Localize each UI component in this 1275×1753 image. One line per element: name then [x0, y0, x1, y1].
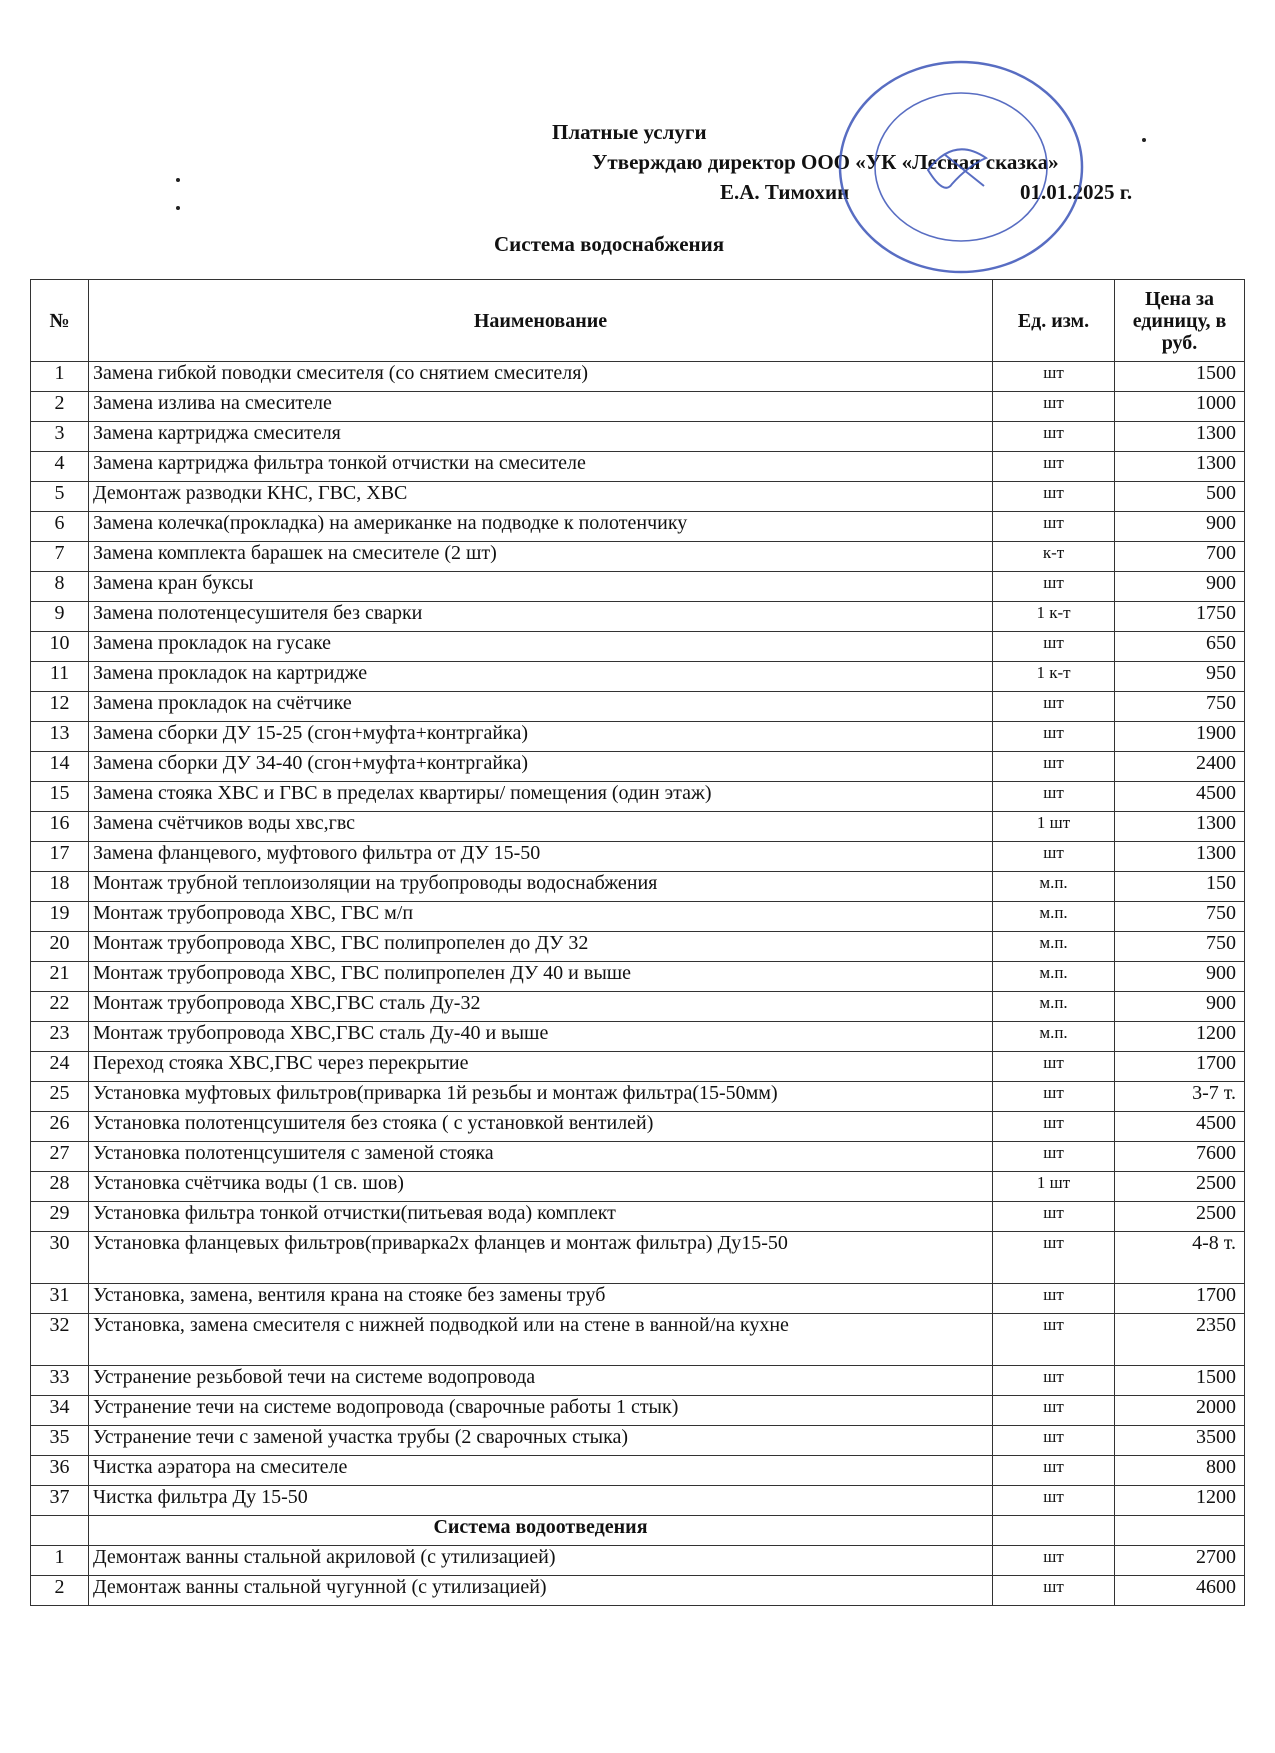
- row-number: 13: [31, 722, 89, 752]
- price: 150: [1115, 872, 1245, 902]
- row-number: 34: [31, 1396, 89, 1426]
- price: 4500: [1115, 1112, 1245, 1142]
- service-name: Устранение течи на системе водопровода (сварочные работы 1 стык): [89, 1396, 993, 1426]
- price: 650: [1115, 632, 1245, 662]
- table-row: [31, 1366, 1245, 1396]
- row-number: 7: [31, 542, 89, 572]
- table-row: [31, 362, 1245, 392]
- price: 500: [1115, 482, 1245, 512]
- price: 750: [1115, 932, 1245, 962]
- table-row: [31, 1232, 1245, 1284]
- price: 2350: [1115, 1314, 1245, 1366]
- unit: шт: [993, 1112, 1115, 1142]
- price: 2000: [1115, 1396, 1245, 1426]
- row-number: 14: [31, 752, 89, 782]
- row-number: 29: [31, 1202, 89, 1232]
- row-number: 35: [31, 1426, 89, 1456]
- row-number: 36: [31, 1456, 89, 1486]
- service-name: Замена гибкой поводки смесителя (со снятием смесителя): [89, 362, 993, 392]
- unit: шт: [993, 1232, 1115, 1284]
- service-name: Монтаж трубопровода ХВС,ГВС сталь Ду-32: [89, 992, 993, 1022]
- row-number: 2: [31, 1576, 89, 1606]
- row-number: 17: [31, 842, 89, 872]
- margin-dot: [176, 206, 180, 210]
- unit: 1 к-т: [993, 602, 1115, 632]
- service-name: Монтаж трубопровода ХВС, ГВС м/п: [89, 902, 993, 932]
- price: 950: [1115, 662, 1245, 692]
- unit: шт: [993, 752, 1115, 782]
- table-row: [31, 992, 1245, 1022]
- price: 1700: [1115, 1284, 1245, 1314]
- price: 1200: [1115, 1022, 1245, 1052]
- margin-dot: [1142, 138, 1146, 142]
- table-row: [31, 1546, 1245, 1576]
- price-table: [30, 279, 1245, 1606]
- price: 7600: [1115, 1142, 1245, 1172]
- row-number: 1: [31, 1546, 89, 1576]
- table-row: [31, 962, 1245, 992]
- table-row: [31, 1456, 1245, 1486]
- margin-dot: [176, 178, 180, 182]
- row-number: 32: [31, 1314, 89, 1366]
- price: 1900: [1115, 722, 1245, 752]
- table-header-row: [31, 280, 1245, 362]
- unit: шт: [993, 1082, 1115, 1112]
- table-row: [31, 872, 1245, 902]
- price: 2700: [1115, 1546, 1245, 1576]
- table-row: [31, 782, 1245, 812]
- section-title-cell: Система водоотведения: [89, 1516, 993, 1546]
- price: 2500: [1115, 1172, 1245, 1202]
- service-name: Чистка аэратора на смесителе: [89, 1456, 993, 1486]
- row-number: 24: [31, 1052, 89, 1082]
- price: 2400: [1115, 752, 1245, 782]
- service-name: Установка, замена, вентиля крана на стояке без замены труб: [89, 1284, 993, 1314]
- document-title: Платные услуги: [552, 120, 707, 144]
- table-row: [31, 632, 1245, 662]
- service-name: Монтаж трубной теплоизоляции на трубопроводы водоснабжения: [89, 872, 993, 902]
- unit: шт: [993, 1456, 1115, 1486]
- unit: 1 шт: [993, 812, 1115, 842]
- row-number: 22: [31, 992, 89, 1022]
- row-number: 19: [31, 902, 89, 932]
- unit: шт: [993, 1142, 1115, 1172]
- table-row: [31, 1576, 1245, 1606]
- row-number: 8: [31, 572, 89, 602]
- service-name: Замена прокладок на картридже: [89, 662, 993, 692]
- row-number: 15: [31, 782, 89, 812]
- service-name: Замена кран буксы: [89, 572, 993, 602]
- service-name: Установка фланцевых фильтров(приварка2х фланцев и монтаж фильтра) Ду15-50: [89, 1232, 993, 1284]
- row-number: 9: [31, 602, 89, 632]
- unit: м.п.: [993, 1022, 1115, 1052]
- row-number: 11: [31, 662, 89, 692]
- table-row: [31, 752, 1245, 782]
- row-number: 2: [31, 392, 89, 422]
- table-row: [31, 812, 1245, 842]
- unit: шт: [993, 1314, 1115, 1366]
- unit: шт: [993, 1366, 1115, 1396]
- row-number: 27: [31, 1142, 89, 1172]
- table-row: [31, 1052, 1245, 1082]
- service-name: Замена прокладок на гусаке: [89, 632, 993, 662]
- table-row: [31, 1396, 1245, 1426]
- table-row: [31, 1314, 1245, 1366]
- price: 1000: [1115, 392, 1245, 422]
- row-number: 26: [31, 1112, 89, 1142]
- unit: шт: [993, 1426, 1115, 1456]
- service-name: Установка, замена смесителя с нижней подводкой или на стене в ванной/на кухне: [89, 1314, 993, 1366]
- unit: шт: [993, 632, 1115, 662]
- table-row: [31, 452, 1245, 482]
- service-name: Замена картриджа смесителя: [89, 422, 993, 452]
- service-name: Установка счётчика воды (1 св. шов): [89, 1172, 993, 1202]
- service-name: Установка полотенцсушителя без стояка ( с установкой вентилей): [89, 1112, 993, 1142]
- unit: шт: [993, 512, 1115, 542]
- row-number: 5: [31, 482, 89, 512]
- unit: шт: [993, 1284, 1115, 1314]
- unit: шт: [993, 782, 1115, 812]
- unit: шт: [993, 422, 1115, 452]
- service-name: Установка муфтовых фильтров(приварка 1й резьбы и монтаж фильтра(15-50мм): [89, 1082, 993, 1112]
- table-row: [31, 1022, 1245, 1052]
- unit: м.п.: [993, 872, 1115, 902]
- unit: м.п.: [993, 902, 1115, 932]
- price: 900: [1115, 962, 1245, 992]
- table-row: [31, 422, 1245, 452]
- table-row: [31, 512, 1245, 542]
- section-num-cell: [31, 1516, 89, 1546]
- section-header-row: [31, 1516, 1245, 1546]
- table-row: [31, 1426, 1245, 1456]
- unit: шт: [993, 692, 1115, 722]
- service-name: Переход стояка ХВС,ГВС через перекрытие: [89, 1052, 993, 1082]
- price: 4500: [1115, 782, 1245, 812]
- approval-date: 01.01.2025 г.: [1020, 180, 1133, 204]
- table-row: [31, 602, 1245, 632]
- section-unit-cell: [993, 1516, 1115, 1546]
- unit: шт: [993, 1202, 1115, 1232]
- row-number: 16: [31, 812, 89, 842]
- price: 900: [1115, 512, 1245, 542]
- service-name: Замена полотенцесушителя без сварки: [89, 602, 993, 632]
- unit: шт: [993, 842, 1115, 872]
- row-number: 25: [31, 1082, 89, 1112]
- row-number: 1: [31, 362, 89, 392]
- unit: шт: [993, 452, 1115, 482]
- unit: м.п.: [993, 932, 1115, 962]
- unit: 1 к-т: [993, 662, 1115, 692]
- service-name: Установка фильтра тонкой отчистки(питьевая вода) комплект: [89, 1202, 993, 1232]
- row-number: 4: [31, 452, 89, 482]
- unit: м.п.: [993, 992, 1115, 1022]
- unit: шт: [993, 362, 1115, 392]
- section-price-cell: [1115, 1516, 1245, 1546]
- unit: к-т: [993, 542, 1115, 572]
- row-number: 23: [31, 1022, 89, 1052]
- table-row: [31, 1142, 1245, 1172]
- service-name: Демонтаж ванны стальной чугунной (с утилизацией): [89, 1576, 993, 1606]
- price: 1500: [1115, 362, 1245, 392]
- row-number: 20: [31, 932, 89, 962]
- service-name: Замена прокладок на счётчике: [89, 692, 993, 722]
- row-number: 6: [31, 512, 89, 542]
- signer-name: Е.А. Тимохин: [720, 180, 850, 204]
- table-row: [31, 842, 1245, 872]
- header-name: Наименование: [89, 280, 993, 362]
- unit: 1 шт: [993, 1172, 1115, 1202]
- row-number: 33: [31, 1366, 89, 1396]
- table-body: [31, 362, 1245, 1606]
- table-row: [31, 392, 1245, 422]
- service-name: Демонтаж разводки КНС, ГВС, ХВС: [89, 482, 993, 512]
- row-number: 31: [31, 1284, 89, 1314]
- price: 1700: [1115, 1052, 1245, 1082]
- table-row: [31, 572, 1245, 602]
- service-name: Замена сборки ДУ 34-40 (сгон+муфта+контргайка): [89, 752, 993, 782]
- service-name: Чистка фильтра Ду 15-50: [89, 1486, 993, 1516]
- row-number: 12: [31, 692, 89, 722]
- section-title: Система водоснабжения: [494, 232, 725, 256]
- header-price: Цена за единицу, в руб.: [1115, 280, 1245, 362]
- price: 4600: [1115, 1576, 1245, 1606]
- service-name: Замена излива на смесителе: [89, 392, 993, 422]
- row-number: 30: [31, 1232, 89, 1284]
- price: 1300: [1115, 452, 1245, 482]
- service-name: Замена стояка ХВС и ГВС в пределах квартиры/ помещения (один этаж): [89, 782, 993, 812]
- row-number: 3: [31, 422, 89, 452]
- price: 2500: [1115, 1202, 1245, 1232]
- unit: шт: [993, 392, 1115, 422]
- service-name: Замена картриджа фильтра тонкой отчистки на смесителе: [89, 452, 993, 482]
- price: 800: [1115, 1456, 1245, 1486]
- company-seal-stamp: [836, 58, 1086, 276]
- table-row: [31, 542, 1245, 572]
- table-row: [31, 482, 1245, 512]
- table-row: [31, 932, 1245, 962]
- service-name: Монтаж трубопровода ХВС,ГВС сталь Ду-40 и выше: [89, 1022, 993, 1052]
- header-unit: Ед. изм.: [993, 280, 1115, 362]
- price: 3-7 т.: [1115, 1082, 1245, 1112]
- price: 1500: [1115, 1366, 1245, 1396]
- price: 700: [1115, 542, 1245, 572]
- service-name: Монтаж трубопровода ХВС, ГВС полипропелен до ДУ 32: [89, 932, 993, 962]
- table-row: [31, 722, 1245, 752]
- price: 900: [1115, 572, 1245, 602]
- unit: шт: [993, 572, 1115, 602]
- service-name: Установка полотенцсушителя с заменой стояка: [89, 1142, 993, 1172]
- row-number: 21: [31, 962, 89, 992]
- table-row: [31, 692, 1245, 722]
- price: 1750: [1115, 602, 1245, 632]
- unit: шт: [993, 722, 1115, 752]
- unit: шт: [993, 482, 1115, 512]
- service-name: Устранение течи с заменой участка трубы (2 сварочных стыка): [89, 1426, 993, 1456]
- unit: шт: [993, 1546, 1115, 1576]
- price: 3500: [1115, 1426, 1245, 1456]
- service-name: Монтаж трубопровода ХВС, ГВС полипропелен ДУ 40 и выше: [89, 962, 993, 992]
- table-row: [31, 662, 1245, 692]
- unit: шт: [993, 1576, 1115, 1606]
- price: 1300: [1115, 812, 1245, 842]
- table-row: [31, 1112, 1245, 1142]
- table-row: [31, 1486, 1245, 1516]
- service-name: Замена сборки ДУ 15-25 (сгон+муфта+контргайка): [89, 722, 993, 752]
- row-number: 18: [31, 872, 89, 902]
- price: 1200: [1115, 1486, 1245, 1516]
- price: 900: [1115, 992, 1245, 1022]
- service-name: Замена счётчиков воды хвс,гвс: [89, 812, 993, 842]
- service-name: Демонтаж ванны стальной акриловой (с утилизацией): [89, 1546, 993, 1576]
- table-row: [31, 902, 1245, 932]
- price: 1300: [1115, 842, 1245, 872]
- service-name: Замена колечка(прокладка) на американке на подводке к полотенчику: [89, 512, 993, 542]
- table-row: [31, 1172, 1245, 1202]
- service-name: Замена комплекта барашек на смесителе (2 шт): [89, 542, 993, 572]
- table-row: [31, 1284, 1245, 1314]
- unit: м.п.: [993, 962, 1115, 992]
- row-number: 10: [31, 632, 89, 662]
- approval-line: Утверждаю директор ООО «УК «Лесная сказка»: [592, 150, 1059, 174]
- row-number: 37: [31, 1486, 89, 1516]
- unit: шт: [993, 1052, 1115, 1082]
- unit: шт: [993, 1486, 1115, 1516]
- price: 1300: [1115, 422, 1245, 452]
- table-row: [31, 1082, 1245, 1112]
- service-name: Устранение резьбовой течи на системе водопровода: [89, 1366, 993, 1396]
- price: 750: [1115, 902, 1245, 932]
- header-num: №: [31, 280, 89, 362]
- price: 4-8 т.: [1115, 1232, 1245, 1284]
- row-number: 28: [31, 1172, 89, 1202]
- service-name: Замена фланцевого, муфтового фильтра от ДУ 15-50: [89, 842, 993, 872]
- price: 750: [1115, 692, 1245, 722]
- table-row: [31, 1202, 1245, 1232]
- unit: шт: [993, 1396, 1115, 1426]
